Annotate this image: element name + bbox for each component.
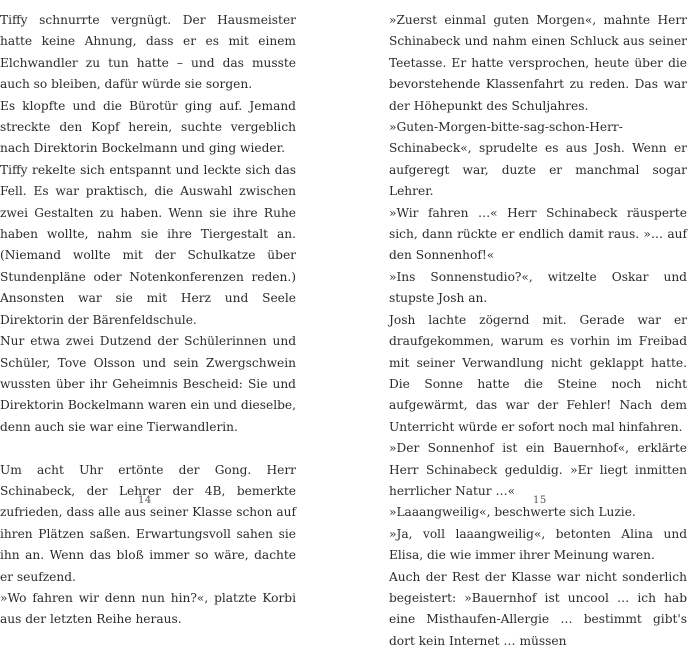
left-page	[0, 10, 300, 627]
right-page	[383, 10, 689, 648]
paragraph: »Ins Sonnenstudio?«, witzelte Oskar und stupste Josh an.	[389, 269, 687, 306]
right-page-text	[389, 10, 687, 652]
paragraph: »Guten-Morgen-bitte-sag-schon-Herr-Schinabeck«, sprudelte es aus Josh. Wenn er aufgeregt war, duzte er manchmal sogar Lehrer.	[389, 120, 687, 199]
paragraph: Auch der Rest der Klasse war nicht sonderlich begeistert: »Bauernhof ist uncool … ich hab eine Misthaufen-Allergie … bestimmt gibt's dort kein Internet … müssen	[389, 569, 687, 648]
left-page-text	[0, 10, 296, 631]
paragraph: Um acht Uhr ertönte der Gong. Herr Schinabeck, der Lehrer der 4B, bemerkte zufrieden, dass alle aus seiner Klasse schon auf ihren Plätzen saßen. Erwartungsvoll sahen sie ihn an. Wenn das bloß immer so wäre, dachte er seufzend.	[0, 462, 296, 584]
page-number: 14	[138, 495, 152, 506]
paragraph: »Der Sonnenhof ist ein Bauernhof«, erklärte Herr Schinabeck geduldig. »Er liegt inmitten herrlicher Natur …«	[389, 441, 687, 498]
paragraph: »Laaangweilig«, beschwerte sich Luzie.	[389, 505, 636, 520]
paragraph: Josh lachte zögernd mit. Gerade war er draufgekommen, warum es vorhin im Freibad mit seiner Verwandlung nicht geklappt hatte. Die Sonne hatte die Steine noch nicht aufgewärmt, das war der Fehler! Nach dem Unterricht würde er sofort noch mal hinfahren.	[389, 312, 687, 434]
paragraph: »Wo fahren wir denn nun hin?«, platzte Korbi aus der letzten Reihe heraus.	[0, 590, 296, 627]
paragraph: Tiffy rekelte sich entspannt und leckte sich das Fell. Es war praktisch, die Auswahl zwischen zwei Gestalten zu haben. Wenn sie ihre Ruhe haben wollte, nahm sie ihre Tiergestalt an. (Niemand wollte mit der Schulkatze über Stundenpläne oder Notenkonferenzen reden.) Ansonsten war sie mit Herz und Seele Direktorin der Bärenfeldschule.	[0, 162, 296, 327]
page-number: 15	[533, 495, 547, 506]
paragraph: »Ja, voll laaangweilig«, betonten Alina und Elisa, die wie immer ihrer Meinung waren.	[389, 526, 687, 563]
paragraph: Es klopfte und die Bürotür ging auf. Jemand streckte den Kopf herein, suchte vergeblich nach Direktorin Bockelmann und ging wieder.	[0, 98, 296, 156]
paragraph: Tiffy schnurrte vergnügt. Der Hausmeister hatte keine Ahnung, dass er es mit einem Elchwandler zu tun hatte – und das musste auch so bleiben, dafür würde sie sorgen.	[0, 13, 296, 92]
paragraph: »Wir fahren …« Herr Schinabeck räusperte sich, dann rückte er endlich damit raus. »… auf den Sonnenhof!«	[389, 205, 687, 263]
paragraph: »Zuerst einmal guten Morgen«, mahnte Herr Schinabeck und nahm einen Schluck aus seiner Teetasse. Er hatte versprochen, heute über die bevorstehende Klassenfahrt zu reden. Das war der Höhepunkt des Schuljahres.	[389, 13, 687, 113]
paragraph: Nur etwa zwei Dutzend der Schülerinnen und Schüler, Tove Olsson und sein Zwergschwein wussten über ihr Geheimnis Bescheid: Sie und Direktorin Bockelmann waren ein und dieselbe, denn auch sie war eine Tierwandlerin.	[0, 334, 296, 434]
